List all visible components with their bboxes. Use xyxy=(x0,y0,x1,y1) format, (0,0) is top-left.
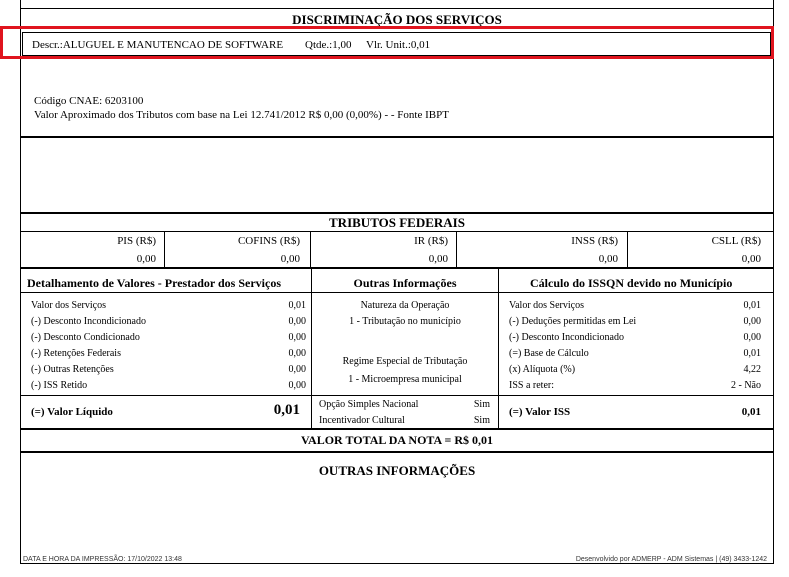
valor-iss-top-line xyxy=(499,395,774,396)
ir-value: 0,00 xyxy=(428,253,448,265)
valor-total-nota: VALOR TOTAL DA NOTA = R$ 0,01 xyxy=(300,433,494,447)
issqn-row-value: 4,22 xyxy=(743,364,761,375)
divider-before-total xyxy=(20,428,774,430)
outras-informacoes-title: OUTRAS INFORMAÇÕES xyxy=(318,463,476,478)
issqn-row-value: 0,00 xyxy=(743,332,761,343)
natureza-label: Natureza da Operação xyxy=(360,300,450,311)
issqn-row-value: 0,01 xyxy=(743,300,761,311)
cofins-label: COFINS (R$) xyxy=(237,235,300,247)
detalhamento-row-value: 0,00 xyxy=(288,364,306,375)
ir-label: IR (R$) xyxy=(414,235,448,247)
tributos-col-divider-4 xyxy=(627,231,628,267)
detalhamento-row-label: (-) ISS Retido xyxy=(31,380,88,391)
tributos-col-divider-2 xyxy=(310,231,311,267)
detalhamento-row-value: 0,01 xyxy=(288,300,306,311)
issqn-row-value: 0,01 xyxy=(743,348,761,359)
divider-after-total xyxy=(20,451,774,453)
detalhamento-title: Detalhamento de Valores - Prestador dos Serviços xyxy=(27,276,281,290)
regime-label: Regime Especial de Tributação xyxy=(342,356,468,367)
tributos-col-divider-3 xyxy=(456,231,457,267)
issqn-row-label: Valor dos Serviços xyxy=(509,300,584,311)
incentivador-value: Sim xyxy=(473,415,490,426)
issqn-title-line xyxy=(499,292,774,293)
issqn-row-value: 2 - Não xyxy=(731,380,761,391)
valor-iss-value: 0,01 xyxy=(741,406,761,418)
tributos-header-line xyxy=(20,231,774,232)
detalhamento-row-label: (-) Desconto Condicionado xyxy=(31,332,140,343)
top-cut-line xyxy=(20,8,774,9)
inss-value: 0,00 xyxy=(598,253,618,265)
developer-credit: Desenvolvido por ADMERP - ADM Sistemas | (49) 3433-1242 xyxy=(575,556,767,563)
natureza-value: 1 - Tributação no município xyxy=(349,316,461,327)
issqn-title: Cálculo do ISSQN devido no Município xyxy=(530,276,733,290)
valor-liquido-label: (=) Valor Líquido xyxy=(31,406,113,418)
tributos-col-divider-1 xyxy=(164,231,165,267)
service-unit-value: Vlr. Unit.:0,01 xyxy=(366,39,431,51)
detalhamento-row-label: (-) Retenções Federais xyxy=(31,348,121,359)
issqn-row-label: ISS a reter: xyxy=(509,380,554,391)
csll-value: 0,00 xyxy=(741,253,761,265)
simples-label: Opção Simples Nacional xyxy=(319,399,419,410)
divider-before-tributos xyxy=(20,212,774,214)
incentivador-label: Incentivador Cultural xyxy=(319,415,405,426)
detalhamento-row-value: 0,00 xyxy=(288,348,306,359)
divider-after-tributos xyxy=(20,267,774,269)
valor-iss-label: (=) Valor ISS xyxy=(509,406,571,418)
issqn-row-value: 0,00 xyxy=(743,316,761,327)
detalhamento-row-value: 0,00 xyxy=(288,332,306,343)
valor-liquido-value: 0,01 xyxy=(273,402,300,418)
issqn-row-label: (-) Deduções permitidas em Lei xyxy=(509,316,637,327)
issqn-row-label: (=) Base de Cálculo xyxy=(509,348,589,359)
detalhamento-row-label: (-) Outras Retenções xyxy=(31,364,114,375)
service-quantity: Qtde.:1,00 xyxy=(305,39,352,51)
outras-info-title: Outras Informações xyxy=(353,276,457,290)
detalhamento-row-label: (-) Desconto Incondicionado xyxy=(31,316,146,327)
regime-value: 1 - Microempresa municipal xyxy=(348,374,462,385)
csll-label: CSLL (R$) xyxy=(711,235,761,247)
tributos-aproximados: Valor Aproximado dos Tributos com base na Lei 12.741/2012 R$ 0,00 (0,00%) - - Fonte IBPT xyxy=(34,109,449,121)
print-datetime: DATA E HORA DA IMPRESSÃO: 17/10/2022 13:48 xyxy=(23,556,182,563)
detalhamento-row-label: Valor dos Serviços xyxy=(31,300,106,311)
service-description: Descr.:ALUGUEL E MANUTENCAO DE SOFTWARE xyxy=(32,39,284,51)
issqn-row-label: (x) Alíquota (%) xyxy=(509,364,576,375)
liquido-top-line xyxy=(20,395,312,396)
simples-value: Sim xyxy=(473,399,490,410)
cofins-value: 0,00 xyxy=(280,253,300,265)
cnae-code: Código CNAE: 6203100 xyxy=(34,95,144,107)
detalhamento-row-value: 0,00 xyxy=(288,380,306,391)
tributos-federais-title: TRIBUTOS FEDERAIS xyxy=(329,215,465,230)
detalhamento-title-line xyxy=(20,292,312,293)
simples-top-line xyxy=(312,395,498,396)
pis-value: 0,00 xyxy=(136,253,156,265)
servicos-title: DISCRIMINAÇÃO DOS SERVIÇOS xyxy=(292,12,502,27)
detalhamento-row-value: 0,00 xyxy=(288,316,306,327)
inss-label: INSS (R$) xyxy=(571,235,618,247)
pis-label: PIS (R$) xyxy=(117,235,156,247)
divider-after-servicos xyxy=(20,136,774,138)
issqn-row-label: (-) Desconto Incondicionado xyxy=(509,332,624,343)
footer-frame-right xyxy=(773,463,774,563)
outras-info-title-line xyxy=(312,292,498,293)
footer-frame-left xyxy=(20,463,21,563)
